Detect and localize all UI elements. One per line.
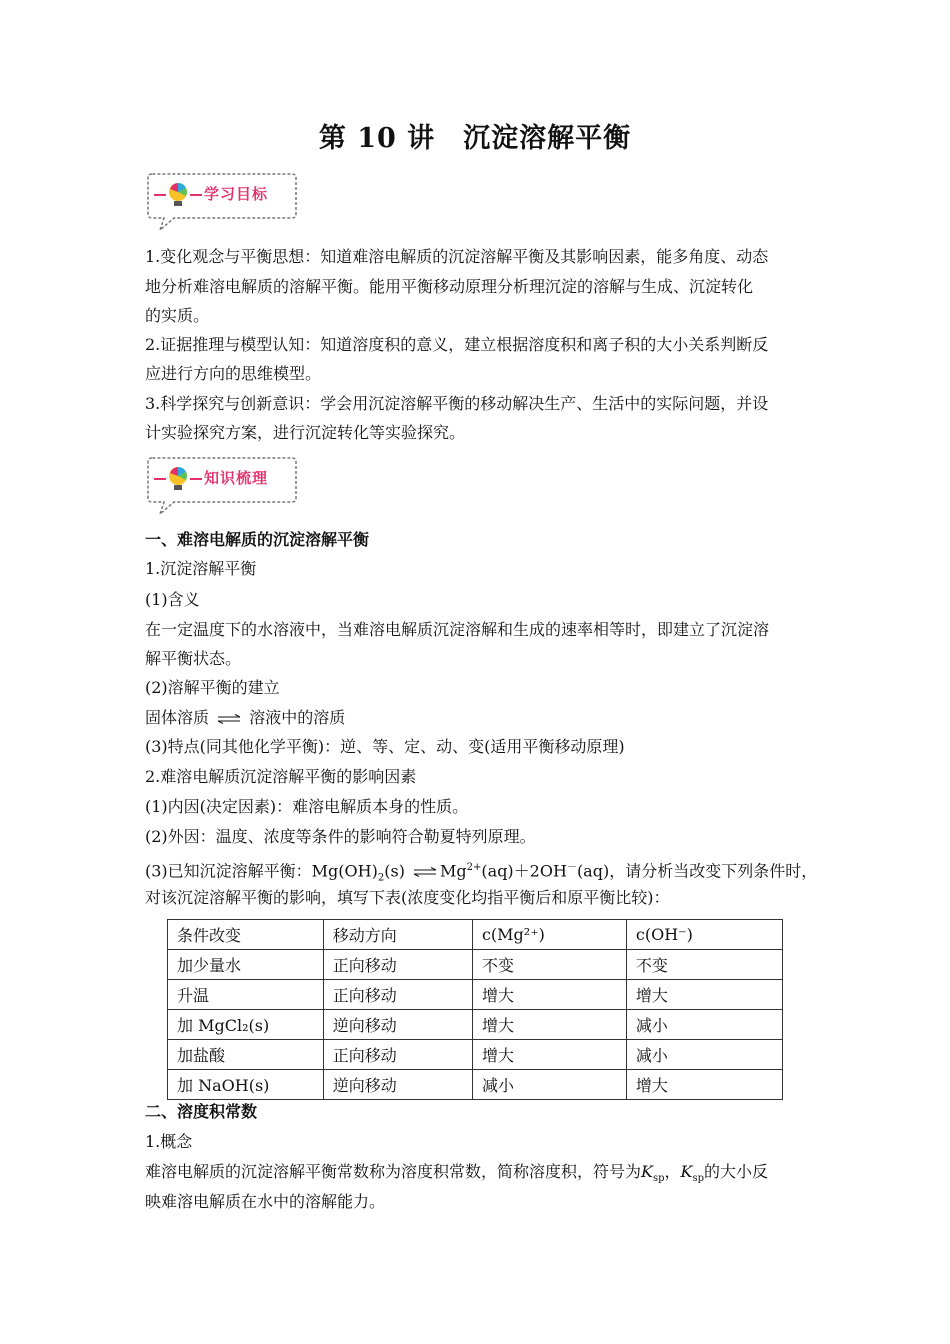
condition-effects-table [167,919,783,1100]
table-cell: 加 MgCl₂(s) [168,1010,324,1040]
paragraph: (2)外因：温度、浓度等条件的影响符合勒夏特列原理。 [145,827,536,846]
paragraph-label: (2)溶解平衡的建立 [145,678,280,697]
table-cell: 加少量水 [168,950,324,980]
table-cell: 正向移动 [323,1040,472,1070]
table-cell: 减小 [472,1070,626,1100]
subheading: 1.沉淀溶解平衡 [145,559,257,578]
formula-part: Mg(OH) [311,861,378,881]
goal-line: 的实质。 [145,306,210,325]
table-row [168,980,783,1010]
known-prefix: (3)已知沉淀溶解平衡： [145,861,312,881]
goal-line: 地分析难溶电解质的溶解平衡。能用平衡移动原理分析理沉淀的溶解与生成、沉淀转化 [145,277,754,296]
table-cell: 增大 [472,980,626,1010]
paragraph: (3)特点(同其他化学平衡)：逆、等、定、动、变(适用平衡移动原理) [145,737,625,756]
table-cell: 加 NaOH(s) [168,1070,324,1100]
table-cell: 不变 [472,950,626,980]
badge-label: 知识梳理 [204,469,269,487]
table-header-cell: c(OH⁻) [626,920,782,950]
formula-part: (s) [384,861,405,881]
formula-superscript: 2+ [466,862,482,873]
table-cell: 正向移动 [323,980,472,1010]
table-cell: 升温 [168,980,324,1010]
solid-solute-text: 固体溶质 [145,708,210,727]
table-body [168,920,783,1100]
goal-line: 1.变化观念与平衡思想：知道难溶电解质的沉淀溶解平衡及其影响因素，能多角度、动态 [145,247,769,266]
table-header-row [168,920,783,950]
section-heading: 一、难溶电解质的沉淀溶解平衡 [145,530,370,549]
paragraph-part: 的大小反 [704,1162,769,1181]
goal-line: 应进行方向的思维模型。 [145,364,322,383]
ksp-concept-line [145,1162,768,1189]
ksp-subscript: sp [652,1173,665,1185]
table-cell: 增大 [626,1070,782,1100]
table-header-cell: 条件改变 [168,920,324,950]
section-heading: 二、溶度积常数 [145,1102,258,1121]
learning-goals-badge [142,168,302,234]
goal-line: 2.证据推理与模型认知：知道溶度积的意义，建立根据溶度积和离子积的大小关系判断反 [145,335,769,354]
table-row [168,1070,783,1100]
table-cell: 增大 [472,1040,626,1070]
equilibrium-line [145,708,345,728]
goal-line: 3.科学探究与创新意识：学会用沉淀溶解平衡的移动解决生产、生活中的实际问题，并设 [145,394,769,413]
knowledge-review-badge [142,452,302,518]
formula-subscript: 2 [377,872,385,884]
table-row [168,950,783,980]
goal-line: 计实验探究方案，进行沉淀转化等实验探究。 [145,423,466,442]
paragraph: (1)内因(决定因素)：难溶电解质本身的性质。 [145,797,469,816]
paragraph-part: ， [664,1162,681,1181]
ksp-symbol: K [641,1162,653,1181]
paragraph: 解平衡状态。 [145,649,242,668]
paragraph: 映难溶电解质在水中的溶解能力。 [145,1192,386,1211]
known-equilibrium-line [145,858,817,889]
badge-label: 学习目标 [204,185,269,203]
table-header-cell: c(Mg²⁺) [472,920,626,950]
subheading: 1.概念 [145,1132,193,1151]
paragraph-part: 难溶电解质的沉淀溶解平衡常数称为溶度积常数，简称溶度积，符号为 [145,1162,642,1181]
formula-part: Mg [440,861,467,881]
ksp-subscript: sp [692,1173,705,1185]
dissolved-solute-text: 溶液中的溶质 [249,708,346,727]
table-cell: 增大 [626,980,782,1010]
table-cell: 逆向移动 [323,1010,472,1040]
formula-part: (aq)＋2OH [481,861,567,881]
table-cell: 逆向移动 [323,1070,472,1100]
equilibrium-arrow-icon [217,714,241,724]
table-header-cell: 移动方向 [323,920,472,950]
ksp-symbol: K [680,1162,693,1181]
paragraph: 对该沉淀溶解平衡的影响，填写下表(浓度变化均指平衡后和原平衡比较)： [145,888,670,907]
paragraph: 在一定温度下的水溶液中，当难溶电解质沉淀溶解和生成的速率相等时，即建立了沉淀溶 [145,620,770,639]
table-row [168,1010,783,1040]
table-cell: 增大 [472,1010,626,1040]
table-cell: 减小 [626,1010,782,1040]
paragraph-label: (1)含义 [145,590,200,609]
formula-superscript: － [566,862,577,873]
table-row [168,1040,783,1070]
equilibrium-arrow-icon [413,867,437,877]
table-cell: 加盐酸 [168,1040,324,1070]
formula-part: (aq)，请分析当改变下列条件时， [576,861,818,881]
subheading: 2.难溶电解质沉淀溶解平衡的影响因素 [145,767,417,786]
table-cell: 正向移动 [323,950,472,980]
page-title: 第 10 讲 沉淀溶解平衡 [318,123,632,154]
table-cell: 不变 [626,950,782,980]
table-cell: 减小 [626,1040,782,1070]
